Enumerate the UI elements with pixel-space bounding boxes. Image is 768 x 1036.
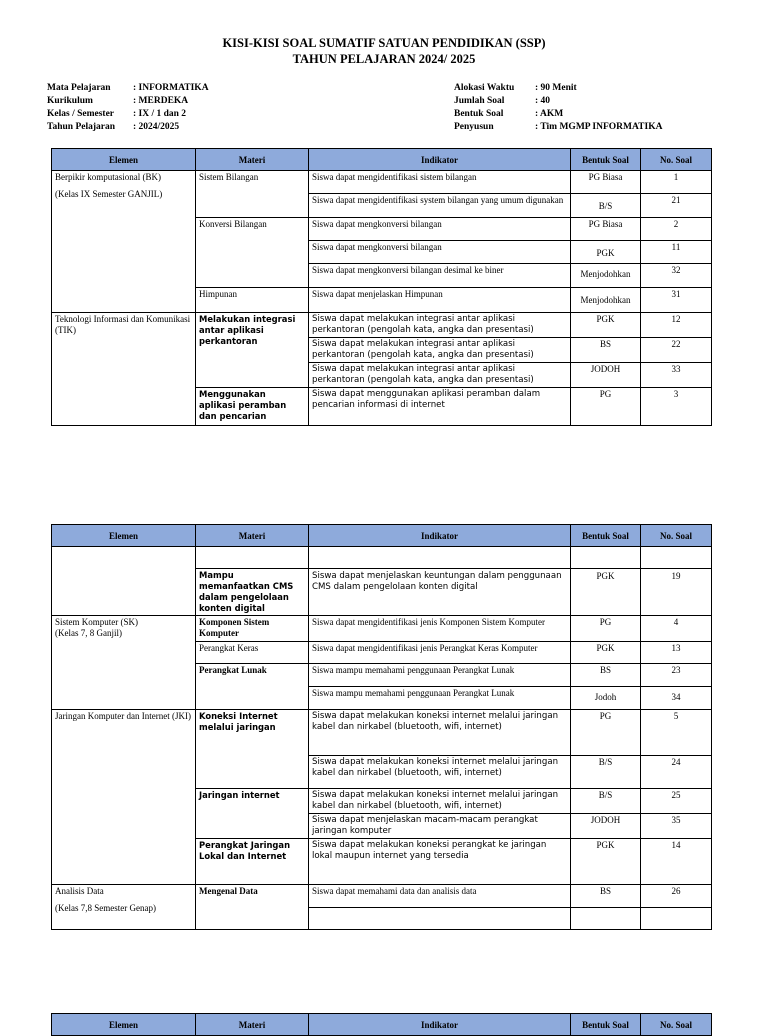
bentuk-cell: PGK	[571, 241, 641, 264]
meta-key: Bentuk Soal	[454, 109, 504, 119]
no-cell: 21	[641, 194, 712, 218]
meta-value: : 90 Menit	[535, 83, 577, 93]
header-materi: Materi	[196, 525, 309, 547]
bentuk-cell: JODOH	[571, 363, 641, 388]
bentuk-cell: BS	[571, 664, 641, 687]
header-indikator: Indikator	[309, 525, 571, 547]
indikator-cell: Siswa dapat menggunakan aplikasi peramban dalam pencarian informasi di internet	[309, 388, 571, 426]
indikator-cell: Siswa mampu memahami penggunaan Perangkat Lunak	[309, 687, 571, 710]
materi-cell: Konversi Bilangan	[196, 218, 309, 288]
bentuk-cell-empty	[571, 908, 641, 930]
bentuk-cell: PG	[571, 388, 641, 426]
indikator-cell: Siswa dapat mengkonversi bilangan desimal ke biner	[309, 264, 571, 288]
indikator-cell: Siswa dapat mengkonversi bilangan	[309, 218, 571, 241]
document-title: KISI-KISI SOAL SUMATIF SATUAN PENDIDIKAN (SSP)	[222, 36, 546, 50]
materi-cell: Himpunan	[196, 288, 309, 313]
kisi-kisi-table-3	[51, 1013, 712, 1036]
indikator-cell: Siswa dapat melakukan integrasi antar aplikasi perkantoran (pengolah kata, angka dan presentasi)	[309, 338, 571, 363]
bentuk-cell: JODOH	[571, 814, 641, 839]
indikator-cell: Siswa dapat mengidentifikasi jenis Komponen Sistem Komputer	[309, 616, 571, 642]
kisi-kisi-table-2	[51, 524, 712, 930]
header-elemen: Elemen	[52, 1014, 196, 1036]
meta-key: Jumlah Soal	[454, 96, 505, 106]
bentuk-cell: B/S	[571, 756, 641, 789]
elemen-cell: Jaringan Komputer dan Internet (JKI)	[52, 710, 196, 885]
meta-value: : INFORMATIKA	[133, 83, 209, 93]
elemen-text: Berpikir komputasional (BK)	[55, 172, 161, 182]
meta-value: : IX / 1 dan 2	[133, 109, 187, 119]
materi-cell: Mampu memanfaatkan CMS dalam pengelolaan konten digital	[196, 569, 309, 616]
bentuk-cell: Menjodohkan	[571, 264, 641, 288]
no-cell: 24	[641, 756, 712, 789]
no-cell: 22	[641, 338, 712, 363]
no-cell: 2	[641, 218, 712, 241]
indikator-cell: Siswa dapat menjelaskan macam-macam perangkat jaringan komputer	[309, 814, 571, 839]
materi-cell: Jaringan internet	[196, 789, 309, 839]
materi-cell: Koneksi Internet melalui jaringan	[196, 710, 309, 789]
elemen-text: Analisis Data	[55, 886, 104, 896]
bentuk-cell-empty	[571, 547, 641, 569]
materi-cell: Sistem Bilangan	[196, 171, 309, 218]
materi-cell: Perangkat Lunak	[196, 664, 309, 710]
bentuk-cell: BS	[571, 885, 641, 908]
bentuk-cell: BS	[571, 338, 641, 363]
meta-value: : AKM	[535, 109, 564, 119]
materi-cell: Komponen Sistem Komputer	[196, 616, 309, 642]
header-indikator: Indikator	[309, 1014, 571, 1036]
no-cell: 12	[641, 313, 712, 338]
header-no-soal: No. Soal	[641, 149, 712, 171]
header-elemen: Elemen	[52, 149, 196, 171]
bentuk-cell: B/S	[571, 789, 641, 814]
materi-cell: Melakukan integrasi antar aplikasi perkantoran	[196, 313, 309, 388]
indikator-cell: Siswa dapat menjelaskan keuntungan dalam penggunaan CMS dalam pengelolaan konten digital	[309, 569, 571, 616]
materi-cell: Menggunakan aplikasi peramban dan pencarian	[196, 388, 309, 426]
no-cell: 31	[641, 288, 712, 313]
meta-key: Penyusun	[454, 122, 494, 132]
no-cell: 26	[641, 885, 712, 908]
indikator-cell: Siswa dapat menjelaskan Himpunan	[309, 288, 571, 313]
meta-info-left	[47, 82, 209, 134]
no-cell: 33	[641, 363, 712, 388]
header-no-soal: No. Soal	[641, 525, 712, 547]
header-indikator: Indikator	[309, 149, 571, 171]
bentuk-cell: PGK	[571, 839, 641, 885]
indikator-cell: Siswa dapat memahami data dan analisis data	[309, 885, 571, 908]
indikator-cell: Siswa dapat mengidentifikasi system bilangan yang umum digunakan	[309, 194, 571, 218]
no-cell: 13	[641, 642, 712, 664]
meta-value: : Tim MGMP INFORMATIKA	[535, 122, 663, 132]
no-cell-empty	[641, 908, 712, 930]
elemen-cell	[52, 171, 196, 313]
no-cell: 1	[641, 171, 712, 194]
elemen-subtext: (Kelas 7, 8 Ganjil)	[55, 628, 122, 638]
no-cell: 11	[641, 241, 712, 264]
no-cell: 25	[641, 789, 712, 814]
bentuk-cell: Menjodohkan	[571, 288, 641, 313]
no-cell: 19	[641, 569, 712, 616]
meta-info-right	[454, 82, 662, 134]
meta-value: : MERDEKA	[133, 96, 189, 106]
elemen-text: Sistem Komputer (SK)	[55, 617, 138, 627]
elemen-subtext: (Kelas 7,8 Semester Genap)	[55, 903, 156, 913]
bentuk-cell: PG Biasa	[571, 218, 641, 241]
no-cell: 23	[641, 664, 712, 687]
kisi-kisi-table-1	[51, 148, 712, 426]
header-materi: Materi	[196, 1014, 309, 1036]
materi-cell: Mengenal Data	[196, 885, 309, 930]
indikator-cell: Siswa dapat mengidentifikasi sistem bilangan	[309, 171, 571, 194]
bentuk-cell: B/S	[571, 194, 641, 218]
indikator-cell: Siswa dapat melakukan integrasi antar aplikasi perkantoran (pengolah kata, angka dan presentasi)	[309, 363, 571, 388]
no-cell: 32	[641, 264, 712, 288]
meta-key: Kurikulum	[47, 96, 93, 106]
indikator-cell-empty	[309, 547, 571, 569]
bentuk-cell: Jodoh	[571, 687, 641, 710]
document-subtitle: TAHUN PELAJARAN 2024/ 2025	[292, 52, 476, 66]
materi-cell-empty	[196, 547, 309, 569]
header-materi: Materi	[196, 149, 309, 171]
header-no-soal: No. Soal	[641, 1014, 712, 1036]
no-cell: 5	[641, 710, 712, 756]
meta-key: Mata Pelajaran	[47, 83, 111, 93]
indikator-cell: Siswa dapat mengidentifikasi jenis Perangkat Keras Komputer	[309, 642, 571, 664]
no-cell-empty	[641, 547, 712, 569]
bentuk-cell: PG	[571, 710, 641, 756]
indikator-cell: Siswa dapat melakukan integrasi antar aplikasi perkantoran (pengolah kata, angka dan presentasi)	[309, 313, 571, 338]
header-elemen: Elemen	[52, 525, 196, 547]
no-cell: 35	[641, 814, 712, 839]
meta-key: Tahun Pelajaran	[47, 122, 116, 132]
no-cell: 4	[641, 616, 712, 642]
meta-key: Alokasi Waktu	[454, 83, 515, 93]
no-cell: 34	[641, 687, 712, 710]
meta-key: Kelas / Semester	[47, 109, 115, 119]
elemen-subtext: (Kelas IX Semester GANJIL)	[55, 189, 163, 199]
elemen-cell: Teknologi Informasi dan Komunikasi (TIK)	[52, 313, 196, 426]
header-bentuk-soal: Bentuk Soal	[571, 525, 641, 547]
indikator-cell: Siswa dapat melakukan koneksi internet melalui jaringan kabel dan nirkabel (bluetooth, wifi, internet)	[309, 710, 571, 756]
bentuk-cell: PGK	[571, 642, 641, 664]
elemen-cell-empty	[52, 547, 196, 616]
meta-value: : 40	[535, 96, 551, 106]
no-cell: 3	[641, 388, 712, 426]
indikator-cell: Siswa dapat melakukan koneksi internet melalui jaringan kabel dan nirkabel (bluetooth, wifi, internet)	[309, 756, 571, 789]
elemen-cell	[52, 616, 196, 710]
indikator-cell: Siswa dapat mengkonversi bilangan	[309, 241, 571, 264]
header-bentuk-soal: Bentuk Soal	[571, 149, 641, 171]
indikator-cell-empty	[309, 908, 571, 930]
no-cell: 14	[641, 839, 712, 885]
materi-cell: Perangkat Jaringan Lokal dan Internet	[196, 839, 309, 885]
bentuk-cell: PG	[571, 616, 641, 642]
bentuk-cell: PG Biasa	[571, 171, 641, 194]
elemen-cell	[52, 885, 196, 930]
materi-cell: Perangkat Keras	[196, 642, 309, 664]
indikator-cell: Siswa mampu memahami penggunaan Perangkat Lunak	[309, 664, 571, 687]
indikator-cell: Siswa dapat melakukan koneksi internet melalui jaringan kabel dan nirkabel (bluetooth, wifi, internet)	[309, 789, 571, 814]
bentuk-cell: PGK	[571, 569, 641, 616]
indikator-cell: Siswa dapat melakukan koneksi perangkat ke jaringan lokal maupun internet yang tersedia	[309, 839, 571, 885]
header-bentuk-soal: Bentuk Soal	[571, 1014, 641, 1036]
meta-value: : 2024/2025	[133, 122, 180, 132]
bentuk-cell: PGK	[571, 313, 641, 338]
